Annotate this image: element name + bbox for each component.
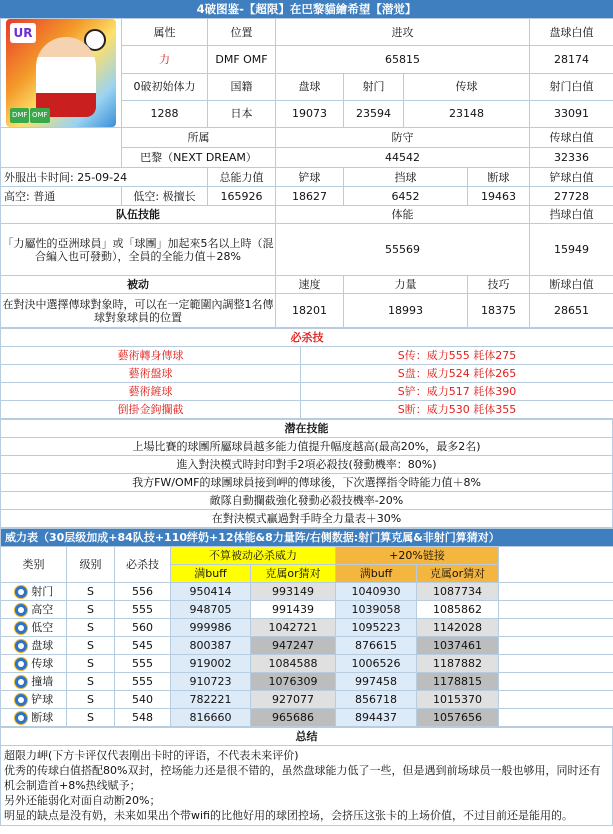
low-type-icon [14, 621, 28, 635]
card-image[interactable] [6, 19, 116, 127]
counter-value: 947247 [251, 637, 336, 655]
shoot-value: 23594 [344, 100, 404, 127]
link-full-value: 1040930 [336, 583, 417, 601]
header-physical: 体能 [276, 206, 530, 224]
level: S [67, 691, 115, 709]
col-counter-1: 克属or猜对 [251, 565, 336, 583]
latent-item-5: 在對決模式贏過對手時全力量表＋30% [1, 510, 613, 528]
latent-item-1: 上場比賽的球團所屬球員越多能力值提升幅度越高(最高20%，最多2名) [1, 438, 613, 456]
blank [499, 619, 613, 637]
tackle-type-icon [14, 693, 28, 707]
link-counter-value: 1085862 [417, 601, 499, 619]
power-value: 18993 [344, 294, 468, 328]
low-rating: 低空: 极擅长 [122, 187, 208, 206]
skill-power: 545 [115, 637, 171, 655]
tackle-white-value: 27728 [530, 187, 613, 206]
link-counter-value: 1037461 [417, 637, 499, 655]
link-full-value: 1095223 [336, 619, 417, 637]
intercept-type-icon [14, 711, 28, 725]
group-no-passive: 不算被动必杀威力 [171, 547, 336, 565]
level: S [67, 601, 115, 619]
blank [499, 601, 613, 619]
header-total: 总能力值 [208, 168, 276, 187]
link-counter-value: 1087734 [417, 583, 499, 601]
link-full-value: 894437 [336, 709, 417, 727]
skill-power: 555 [115, 601, 171, 619]
blank [499, 637, 613, 655]
pass-value: 23148 [404, 100, 530, 127]
pass-white-value: 32336 [530, 148, 613, 168]
stats-table [0, 18, 613, 328]
title-bar: 4破图鉴-【超限】在巴黎貓繪希望【潜觉】 [0, 0, 613, 18]
blank [499, 583, 613, 601]
special-name-4: 倒掛金鉤攔截 [1, 401, 301, 419]
counter-value: 1042721 [251, 619, 336, 637]
counter-value: 965686 [251, 709, 336, 727]
special-stat-1: S传：威力555 耗体275 [301, 347, 613, 365]
header-pass: 传球 [404, 73, 530, 100]
header-stamina: 0破初始体力 [122, 73, 208, 100]
header-intercept: 断球 [468, 168, 530, 187]
latent-header: 潜在技能 [1, 420, 613, 438]
full-buff-value: 948705 [171, 601, 251, 619]
link-counter-value: 1057656 [417, 709, 499, 727]
attack-value: 65815 [276, 46, 530, 73]
header-team-skill: 队伍技能 [1, 206, 276, 224]
link-counter-value: 1187882 [417, 655, 499, 673]
power-row [1, 673, 613, 691]
counter-value: 927077 [251, 691, 336, 709]
card-spacer [1, 128, 122, 148]
special-name-3: 藝術鏟球 [1, 383, 301, 401]
latent-item-4: 敵隊自動攔截強化發動必殺技機率-20% [1, 492, 613, 510]
header-shoot-white: 射门白值 [530, 73, 613, 100]
level: S [67, 655, 115, 673]
link-counter-value: 1142028 [417, 619, 499, 637]
power-row [1, 655, 613, 673]
type-label: 盘球 [31, 638, 54, 652]
skill-power: 556 [115, 583, 171, 601]
col-full-buff-1: 满buff [171, 565, 251, 583]
header-club: 所属 [122, 128, 276, 148]
summary-line-2: 优秀的传球白值搭配80%双封，控场能力还是很不错的，虽然盘球能力低了一些，但是遇到前场球员一般也够用，同时还有机会制造首+8%热线赋予； [4, 764, 601, 792]
latent-item-3: 我方FW/OMF的球團球員接到岬的傳球後，下次選擇指令時能力值＋8% [1, 474, 613, 492]
header-attr: 属性 [122, 19, 208, 46]
type-label: 高空 [31, 602, 54, 616]
header-tackle: 铲球 [276, 168, 344, 187]
header-dribble: 盘球 [276, 73, 344, 100]
dribble-white-value: 28174 [530, 46, 613, 73]
passive-text: 在對決中選擇傳球對象時，可以在一定範圍內調整1名傳球對象球員的位置 [1, 294, 276, 328]
card-cell [1, 19, 122, 128]
type-label: 撞墙 [31, 674, 54, 688]
dribble-type-icon [14, 639, 28, 653]
power-table-header: 威力表（30层级加成+84队技+110绊奶+12体能&8力量阵/右侧数据:射门算克属&非射门算猜对） [1, 529, 613, 547]
latent-skill-table [0, 419, 613, 528]
speed-value: 18201 [276, 294, 344, 328]
summary-body [1, 746, 613, 826]
header-nation: 国籍 [208, 73, 276, 100]
header-block: 挡球 [344, 168, 468, 187]
power-row [1, 691, 613, 709]
blank [499, 691, 613, 709]
header-pass-white: 传球白值 [530, 128, 613, 148]
block-value: 6452 [344, 187, 468, 206]
header-intercept-white: 断球白值 [530, 276, 613, 294]
blank [499, 673, 613, 691]
level: S [67, 637, 115, 655]
technique-value: 18375 [468, 294, 530, 328]
full-buff-value: 910723 [171, 673, 251, 691]
nation-value: 日本 [208, 100, 276, 127]
defense-value: 44542 [276, 148, 530, 168]
total-value: 165926 [208, 187, 276, 206]
special-stat-4: S断：威力530 耗体355 [301, 401, 613, 419]
counter-value: 991439 [251, 601, 336, 619]
attr-value: 力 [122, 46, 208, 73]
summary-line-1: 超限力岬(下方卡评仅代表刚出卡时的评语，不代表未来评价) [4, 749, 299, 762]
power-row [1, 637, 613, 655]
latent-item-2: 進入對決模式時封印對手2項必殺技(發動機率：80%) [1, 456, 613, 474]
power-table [0, 528, 613, 727]
level: S [67, 673, 115, 691]
col-level: 级别 [67, 547, 115, 583]
counter-value: 1076309 [251, 673, 336, 691]
header-passive: 被动 [1, 276, 276, 294]
link-full-value: 856718 [336, 691, 417, 709]
position-badge-dmf: DMF [10, 108, 29, 123]
dribble-value: 19073 [276, 100, 344, 127]
summary-line-3: 另外还能弱化对面自动断20%； [4, 794, 161, 807]
skill-power: 555 [115, 673, 171, 691]
block-white-value: 15949 [530, 224, 613, 276]
special-name-2: 藝術盤球 [1, 365, 301, 383]
skill-power: 555 [115, 655, 171, 673]
blank-cell [499, 547, 613, 583]
type-label: 低空 [31, 620, 54, 634]
shoot-white-value: 33091 [530, 100, 613, 127]
special-skill-table [0, 328, 613, 419]
type-label: 射门 [31, 584, 54, 598]
level: S [67, 619, 115, 637]
power-row [1, 619, 613, 637]
club-value: 巴黎（NEXT DREAM） [122, 148, 276, 168]
release-date: 外服出卡时间: 25-09-24 [1, 168, 208, 187]
summary-header: 总结 [1, 728, 613, 746]
full-buff-value: 950414 [171, 583, 251, 601]
stamina-value: 1288 [122, 100, 208, 127]
header-defense: 防守 [276, 128, 530, 148]
full-buff-value: 782221 [171, 691, 251, 709]
type-label: 传球 [31, 656, 54, 670]
header-tackle-white: 铲球白值 [530, 168, 613, 187]
type-label: 铲球 [31, 692, 54, 706]
special-header: 必杀技 [1, 329, 613, 347]
blank [499, 655, 613, 673]
header-speed: 速度 [276, 276, 344, 294]
group-link-20: +20%链接 [336, 547, 499, 565]
col-skill: 必杀技 [115, 547, 171, 583]
header-attack: 进攻 [276, 19, 530, 46]
summary-table [0, 727, 613, 826]
counter-value: 993149 [251, 583, 336, 601]
header-block-white: 挡球白值 [530, 206, 613, 224]
col-type: 类别 [1, 547, 67, 583]
physical-value: 55569 [276, 224, 530, 276]
link-full-value: 1006526 [336, 655, 417, 673]
tackle-value: 18627 [276, 187, 344, 206]
position-badge-omf: OMF [30, 108, 50, 123]
type-label: 断球 [31, 710, 54, 724]
level: S [67, 709, 115, 727]
col-full-buff-2: 满buff [336, 565, 417, 583]
header-pos: 位置 [208, 19, 276, 46]
header-power: 力量 [344, 276, 468, 294]
shoot-type-icon [14, 585, 28, 599]
summary-line-4: 明显的缺点是没有奶，未来如果出个带wifi的比他好用的球团控场，会挤压这张卡的上场价值，不过目前还是能用的。 [4, 809, 573, 822]
pass-type-icon [14, 657, 28, 671]
full-buff-value: 800387 [171, 637, 251, 655]
power-row [1, 601, 613, 619]
power-row [1, 709, 613, 727]
intercept-value: 19463 [468, 187, 530, 206]
header-technique: 技巧 [468, 276, 530, 294]
power-row [1, 583, 613, 601]
rarity-badge: UR [10, 23, 36, 43]
skill-power: 548 [115, 709, 171, 727]
team-skill-text: 「力屬性的亞洲球員」或「球團」加起來5名以上時（混合編入也可發動），全員的全能力值＋28% [1, 224, 276, 276]
intercept-white-value: 28651 [530, 294, 613, 328]
wall-type-icon [14, 675, 28, 689]
skill-power: 540 [115, 691, 171, 709]
high-type-icon [14, 603, 28, 617]
level: S [67, 583, 115, 601]
card-spacer-2 [1, 148, 122, 168]
full-buff-value: 999986 [171, 619, 251, 637]
skill-power: 560 [115, 619, 171, 637]
pos-value: DMF OMF [208, 46, 276, 73]
counter-value: 1084588 [251, 655, 336, 673]
full-buff-value: 919002 [171, 655, 251, 673]
link-counter-value: 1015370 [417, 691, 499, 709]
col-counter-2: 克属or猜对 [417, 565, 499, 583]
link-counter-value: 1178815 [417, 673, 499, 691]
special-stat-2: S盘：威力524 耗体265 [301, 365, 613, 383]
blank [499, 709, 613, 727]
header-dribble-white: 盘球白值 [530, 19, 613, 46]
full-buff-value: 816660 [171, 709, 251, 727]
special-stat-3: S铲：威力517 耗体390 [301, 383, 613, 401]
player-figure [36, 37, 96, 117]
height-rating: 高空: 普通 [1, 187, 122, 206]
header-shoot: 射门 [344, 73, 404, 100]
link-full-value: 997458 [336, 673, 417, 691]
link-full-value: 1039058 [336, 601, 417, 619]
link-full-value: 876615 [336, 637, 417, 655]
special-name-1: 藝術轉身傳球 [1, 347, 301, 365]
